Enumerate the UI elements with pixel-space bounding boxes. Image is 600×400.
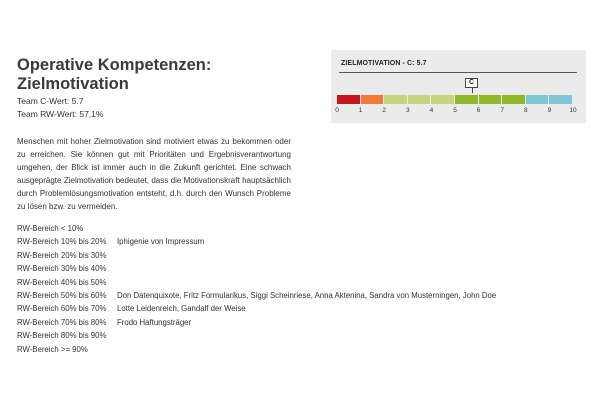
page-title: [17, 56, 211, 94]
scale-segment: [431, 95, 454, 104]
team-rw-value: Team RW-Wert: 57,1%: [17, 109, 104, 119]
range-names: Don Datenquixote, Fritz Formularikus, Siggi Scheinriese, Anna Aktenina, Sandra von Musterningen, John Doe: [117, 290, 497, 300]
scale-segment: [337, 95, 360, 104]
scale-tick-label: 9: [547, 107, 552, 114]
scale-segment: [479, 95, 502, 104]
scale-bar: [337, 95, 578, 104]
range-row: [17, 329, 577, 342]
scale-tick-label: 0: [335, 107, 339, 114]
range-names: Iphigenie von Impressum: [117, 237, 205, 247]
marker-stem: [472, 88, 473, 93]
team-values: [17, 95, 103, 121]
scale-tick-label: 10: [569, 107, 577, 114]
scale-tick-label: 8: [523, 107, 528, 114]
scale-tick-label: 2: [382, 107, 386, 114]
scale-tick-label: 1: [358, 107, 363, 114]
scale-tick-label: 7: [500, 107, 504, 114]
scale-segment: [455, 95, 478, 104]
scale-segment: [408, 95, 431, 104]
range-label: RW-Bereich < 10%: [17, 224, 84, 233]
range-row: [17, 316, 577, 329]
range-names: Frodo Haftungsträger: [117, 317, 192, 327]
scale-panel: [331, 50, 586, 123]
range-label: RW-Bereich 10% bis 20%: [17, 237, 107, 247]
scale-panel-title: ZIELMOTIVATION - C: 5.7: [341, 60, 427, 67]
title-line-1: Operative Kompetenzen:: [17, 56, 212, 74]
scale-segment: [502, 95, 525, 104]
range-row: [17, 289, 577, 302]
scale-segment: [526, 95, 549, 104]
range-row: [17, 235, 577, 248]
scale-tick-label: 4: [429, 107, 434, 114]
scale-tick-label: 6: [476, 107, 481, 114]
range-row: [17, 343, 577, 356]
scale-segment: [384, 95, 407, 104]
range-row: [17, 222, 577, 235]
range-label: RW-Bereich 20% bis 30%: [17, 250, 107, 260]
range-row: [17, 249, 577, 262]
scale-tick-label: 5: [453, 107, 457, 114]
panel-divider: [339, 72, 577, 73]
range-label: RW-Bereich 50% bis 60%: [17, 290, 107, 300]
range-names: Lotte Leidenreich, Gandalf der Weise: [117, 304, 246, 314]
range-list: [17, 222, 577, 356]
range-label: RW-Bereich 60% bis 70%: [17, 304, 107, 314]
range-row: [17, 276, 577, 289]
range-label: RW-Bereich 40% bis 50%: [17, 277, 107, 287]
range-row: [17, 302, 577, 315]
team-c-value: Team C-Wert: 5.7: [17, 96, 84, 106]
description-text: Menschen mit hoher Zielmotivation sind motiviert etwas zu bekommen oder zu erreichen. Sie können gut mit Prioritäten und Ergebnisverantwortung umgehen, der Blick ist immer auch in die Zukunft gerichtet. Eine schwach ausgeprägte Zielmotivation bedeutet, dass die Motivationskraft hauptsächlich durch Problemlösungsmotivation entsteht, d.h. durch den Wunsch Probleme zu lösen bzw. zu vermeiden.: [17, 137, 291, 211]
range-label: RW-Bereich >= 90%: [17, 344, 88, 354]
range-label: RW-Bereich 80% bis 90%: [17, 331, 107, 341]
title-line-2: Zielmotivation: [17, 75, 129, 93]
range-row: [17, 262, 577, 275]
c-value-marker: C: [465, 78, 478, 88]
scale-segment: [549, 95, 572, 104]
range-label: RW-Bereich 30% bis 40%: [17, 264, 107, 274]
scale-segment: [361, 95, 384, 104]
scale-tick-label: 3: [405, 107, 410, 114]
range-label: RW-Bereich 70% bis 80%: [17, 317, 107, 327]
